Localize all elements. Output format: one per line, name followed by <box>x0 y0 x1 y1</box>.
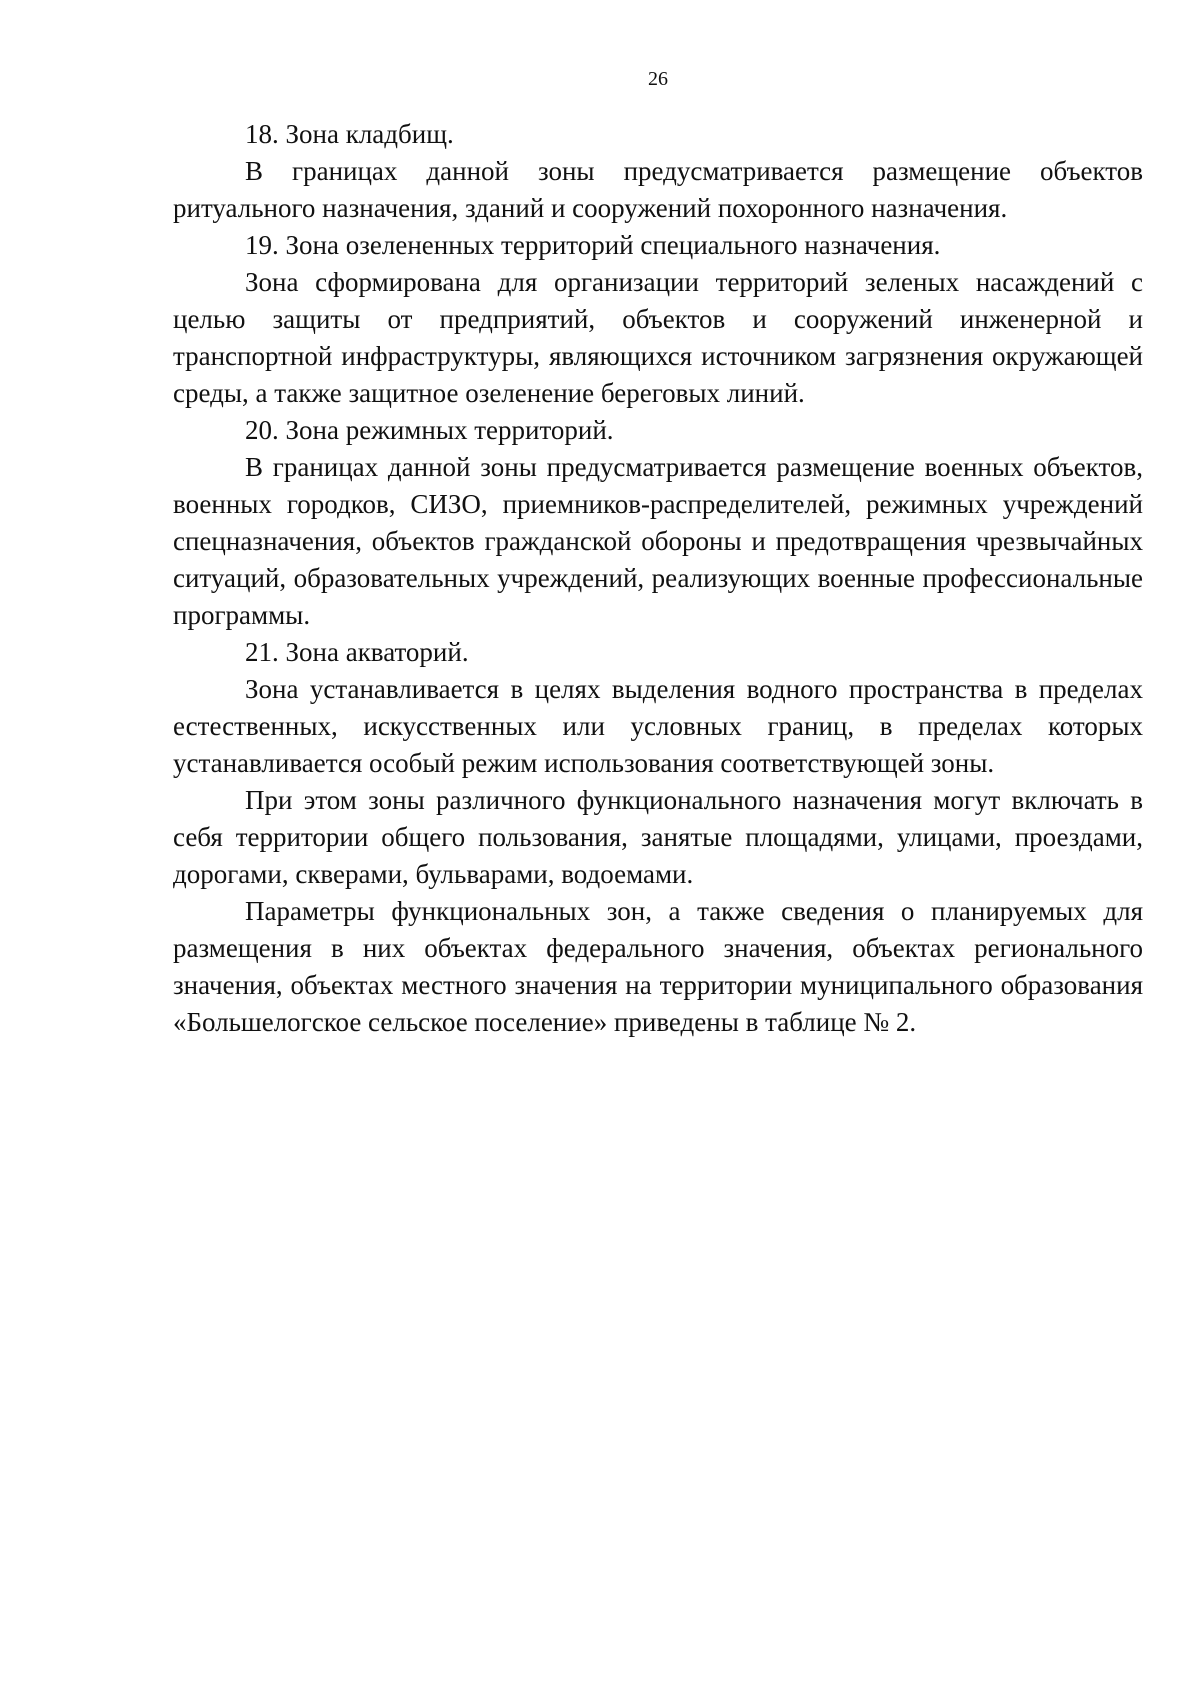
paragraph-public-territories: При этом зоны различного функционального назначения могут включать в себя территории общего пользования, занятые площадями, улицами, проездами, дорогами, скверами, бульварами, водоемами. <box>173 785 1143 889</box>
paragraph-green-zone: Зона сформирована для организации территорий зеленых насаждений с целью защиты от предприятий, объектов и сооружений инженерной и транспортной инфраструктуры, являющихся источником загрязнения окружающей среды, а также защитное озеленение береговых линий. <box>173 267 1143 408</box>
section-heading-water-zone: 21. Зона акваторий. <box>245 637 469 667</box>
paragraph-water-zone: Зона устанавливается в целях выделения водного пространства в пределах естественных, искусственных или условных границ, в пределах которых устанавливается особый режим использования соответствующей зоны. <box>173 674 1143 778</box>
page-number: 26 <box>648 68 668 90</box>
section-heading-green-zone: 19. Зона озелененных территорий специального назначения. <box>245 230 941 260</box>
section-heading-cemetery-zone: 18. Зона кладбищ. <box>245 119 454 149</box>
paragraph-zone-parameters: Параметры функциональных зон, а также сведения о планируемых для размещения в них объектах федерального значения, объектах регионального значения, объектах местного значения на территории муниципального образования «Большелогское сельское поселение» приведены в таблице № 2. <box>173 896 1143 1037</box>
section-heading-restricted-zone: 20. Зона режимных территорий. <box>245 415 614 445</box>
document-body <box>173 116 1143 1041</box>
paragraph-cemetery-zone: В границах данной зоны предусматривается размещение объектов ритуального назначения, зданий и сооружений похоронного назначения. <box>173 156 1143 223</box>
paragraph-restricted-zone: В границах данной зоны предусматривается размещение военных объектов, военных городков, СИЗО, приемников-распределителей, режимных учреждений спецназначения, объектов гражданской обороны и предотвращения чрезвычайных ситуаций, образовательных учреждений, реализующих военные профессиональные программы. <box>173 452 1143 630</box>
